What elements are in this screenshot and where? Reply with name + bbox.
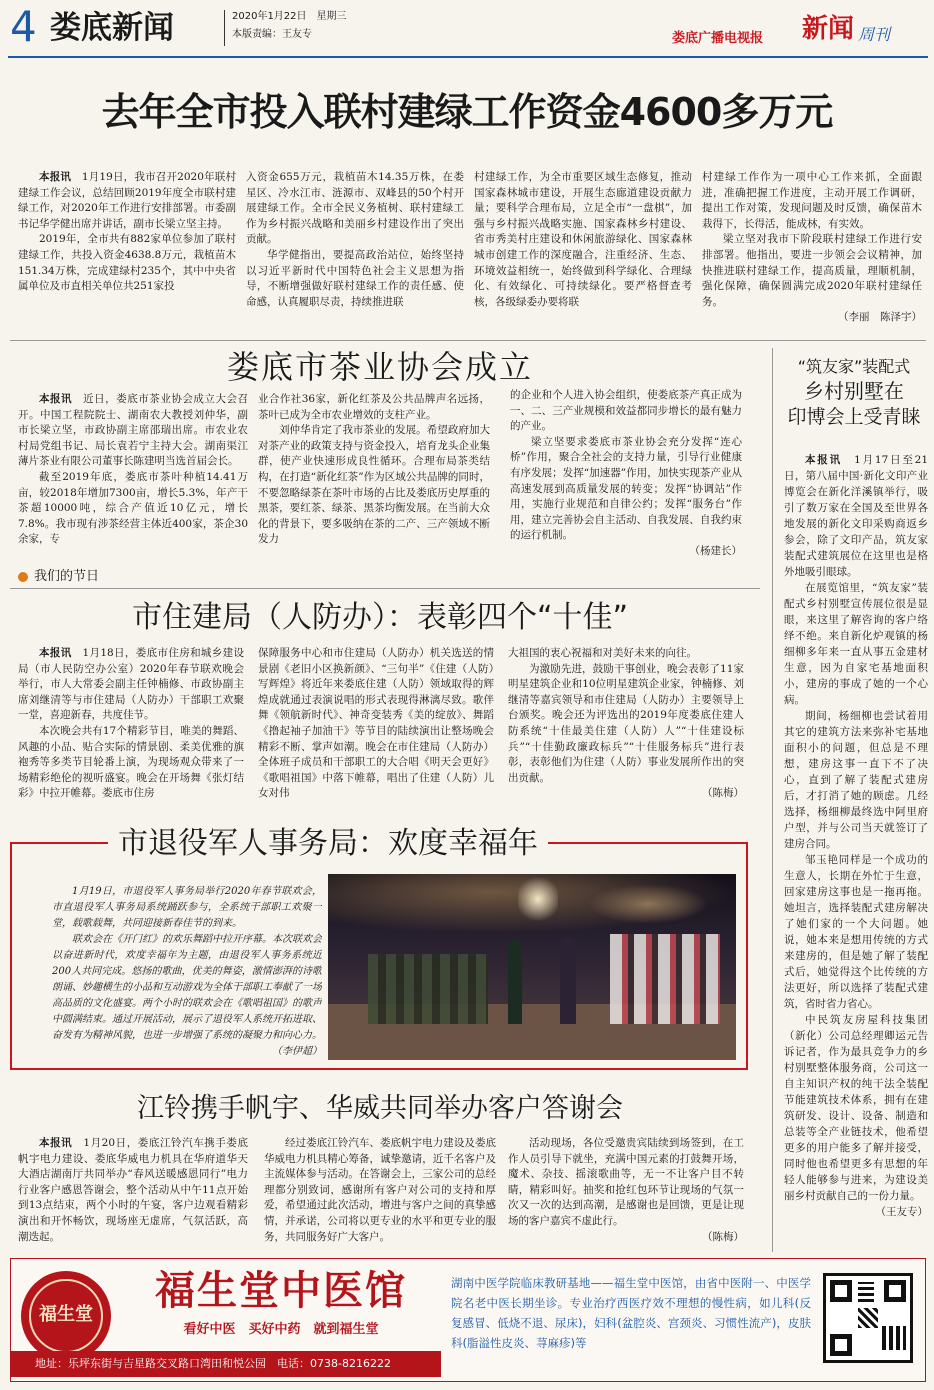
bullet-dot-icon bbox=[18, 572, 28, 582]
article4-signature: （李伊超） bbox=[272, 1046, 322, 1057]
page-editor: 本版责编：王友专 bbox=[232, 29, 312, 40]
article2-col1: 本报讯 近日，娄底市茶业协会成立大会召开。中国工程院院士、湖南农大教授刘仲华，副市长梁立坚，市政协副主席邵瑞出席。市农业农村局党组书记、局长袁若宁主持大会。湖南渠江薄片茶业有限公司董事长陈建明当选首届会长。 截至2019年底，娄底市茶叶种植14.41万亩，较2018年增加7300亩，增长5.3%，年产干茶超10000吨，综合产值近10亿元，增长7.8%。我市现有涉茶经营主体近400家，茶企30余家，专 bbox=[18, 393, 248, 546]
article3-headline: 市住建局（人防办）：表彰四个“十佳” bbox=[131, 600, 629, 635]
masthead-rule bbox=[8, 56, 928, 58]
sidebar-text: 本报讯 1月17日至21日，第八届中国·新化文印产业博览会在新化洋溪镇举行，吸引了数万家在全国及至世界各地发展的新化文印采购商返乡参会，除了文印产品，筑友家装配式建筑展位在这里也是格外地吸引眼球。 在展览馆里，“筑友家”装配式乡村别墅宣传展位很是显眼，来这里了解咨询的客户络绎不绝。来自新化炉观镇的杨细柳多年来一直从事五金建材生意，因为自家宅基地面积小，建房的事成了她的一个心病。 期间，杨细柳也尝试着用其它的建筑方法来弥补宅基地面积小的问题，但总是不理想，建房这事一直下不了决心，直到了解了装配式建房后，才打消了她的顾虑。几经选择，杨细柳最终选中阿里府户型，并与公司当天就签订了建房合同。 邹玉艳同样是一个成功的生意人，长期在外忙于生意，回家建房这事也是一拖再拖。她坦言，选择装配式建房解决了她们家的一个大问题。她说，她本来是想用传统的方式来建房的，但是她了解了装配式后，她觉得这个比传统的方法更好，所以选择了装配式建筑，省时省力省心。 中民筑友房屋科技集团（新化）公司总经理卿运元告诉记者，作为最具竞争力的乡村别墅整体服务商，公司这一自主知识产权的纯干法全装配节能建筑技术体系，拥有在建筑研发、设计、设备、制造和总装等全产业链技术，他希望更多的用户能多了解并接受，同时他也希望更多有思想的年轻人能够参与进来，为建设美丽乡村贡献自己的一份力量。 （王友专） bbox=[784, 454, 928, 1218]
advertisement bbox=[10, 1258, 926, 1382]
sidebar-headline: “筑友家”装配式 乡村别墅在 印博会上受青睐 bbox=[787, 357, 921, 428]
article3-col3: 大祖国的衷心祝福和对美好未来的向往。 为激励先进，鼓励干事创业，晚会表彰了11家明星建筑企业和10位明星建筑企业家，钟楠修、刘继清等嘉宾领导和市住建局（人防办）主要领导上台颁奖。晚会还为评选出的2019年度娄底住建人防系统“十佳最美住建（人防）人”“十佳建设标兵”“十佳勤政廉政标兵”“十佳服务标兵”进行表彰，表彰他们为住建（人防）事业发展所作出的突出贡献。 （陈梅） bbox=[508, 646, 744, 822]
article3-col2: 保障服务中心和市住建局（人防办）机关选送的情景剧《老旧小区换新颜》、“三句半”《住建（人防）写辉煌》将近年来娄底住建（人防）领域取得的辉煌成就通过表演说唱的形式表现得淋漓尽致。歌伴舞《领航新时代》、神奇变装秀《美的绽放》、舞蹈《撸起袖子加油干》等节目的陆续演出让整场晚会精彩不断、掌声如潮。晚会在市住建局（人防办）全体班子成员和干部职工的大合唱《明天会更好》《歌唱祖国》中落下帷幕，唱出了住建（人防）儿女对伟 bbox=[258, 647, 494, 800]
article5-signature: （陈梅） bbox=[702, 1230, 744, 1243]
publisher-name: 娄底广播电视报 bbox=[672, 31, 764, 46]
brand-weekly: 周刊 bbox=[858, 25, 891, 44]
article1-col4: 村建绿工作作为一项中心工作来抓，全面跟进，准确把握工作进度，主动开展工作调研，提出工作对策，发现问题及时反馈，确保苗木栽得下，长得活，能成林，有实效。 梁立坚对我市下阶段联村建绿工作进行安排部署。他指出，要进一步领会会议精神，加快推进联村建绿工作，提高质量，理顺机制，强化保障，确保圆满完成2020年联村建绿任务。 （李丽 陈泽宇） bbox=[702, 170, 922, 340]
article1-col2: 入资金655万元，栽植苗木14.35万株，在娄星区、冷水江市、涟源市、双峰县的50个村开展建绿工作。全市全民义务植树、联村建绿工作为乡村振兴战略和美丽乡村建设作出了突出贡献。 华学健指出，要提高政治站位，始终坚持以习近平新时代中国特色社会主义思想为指导，不断增强做好联村建绿工作的责任感、使命感，认真履职尽责，持续推进联 bbox=[246, 171, 464, 308]
article1-headline: 去年全市投入联村建绿工作资金4600多万元 bbox=[101, 90, 833, 134]
seal-logo: 福生堂 bbox=[21, 1271, 111, 1361]
article2-headline: 娄底市茶业协会成立 bbox=[226, 348, 533, 386]
article1-lead: 本报讯 bbox=[39, 171, 72, 183]
clinic-address: 地址：乐坪东街与吉星路交叉路口湾田和悦公园 电话：0738-8216222 bbox=[11, 1351, 441, 1377]
article1-col1: 本报讯 1月19日，我市召开2020年联村建绿工作会议，总结回顾2019年度全市联村建绿工作，对2020年工作进行安排部署。市委副书记华学健出席并讲话，副市长梁立坚主持。 2019年，全市共有882家单位参加了联村建绿工作，共投入资金4638.8万元，栽植苗木151.34万株，完成建绿村235个，其中中央省属单位及市直相关单位共251家投 bbox=[18, 171, 236, 293]
article4-headline: 市退役军人事务局：欢度幸福年 bbox=[108, 822, 548, 866]
article3-signature: （陈梅） bbox=[702, 787, 744, 800]
article1-col3: 村建绿工作，为全市重要区域生态修复，推动国家森林城市建设，开展生态廊道建设贡献力量；要科学合理布局，立足全市“一盘棋”，加强与乡村振兴战略实施、国家森林乡村建设、省市秀美村庄建设和休闲旅游绿化、国家森林城市创建工作的深度融合，注重经济、生态、环境效益相统一，始终做到科学绿化、合理绿化、有效绿化、可持续绿化。要严格督查考核，各级绿委办要将联 bbox=[474, 171, 692, 308]
article2-signature: （杨建长） bbox=[689, 544, 742, 557]
clinic-description: 湖南中医学院临床教研基地——福生堂中医馆，由省中医附一、中医学院名老中医长期坐诊。专业治疗西医疗效不理想的慢性病，如儿科(反复感冒、低烧不退、尿床)，妇科(盆腔炎、宫颈炎、习惯性流产)，皮肤科(脂溢性皮炎、荨麻疹)等 bbox=[451, 1276, 811, 1350]
article3-col1: 本报讯 1月18日，娄底市住房和城乡建设局（市人民防空办公室）2020年春节联欢晚会举行，市人大常委会副主任钟楠修、市政协副主席刘继清等与市住建局（人防办）干部职工欢聚一堂，喜迎新春，共度佳节。 本次晚会共有17个精彩节目，唯美的舞蹈、风趣的小品、贴合实际的情景剧、柔美优雅的旗袍秀等多类节目轮番上演，为现场观众带来了一场精彩绝伦的视听盛宴。晚会在开场舞《张灯结彩》中拉开帷幕。娄底市住房 bbox=[18, 647, 244, 800]
article2-col2: 业合作社36家，新化红茶及公共品牌声名远扬，茶叶已成为全市农业增效的支柱产业。 刘仲华肯定了我市茶业的发展。希望政府加大对茶产业的政策支持与资金投入，培育龙头企业集群，使产业快速形成良性循环。合理布局茶类结构，在打造“新化红茶”作为区域公共品牌的同时，不要忽略绿茶在茶叶市场的占比及娄底历史厚重的黑茶，要红茶、绿茶、黑茶均衡发展。在当前大众化的背景下，要多吸纳在茶的二产、三产领域不断发力 bbox=[258, 393, 490, 546]
article5-headline: 江铃携手帆宇、华威共同举办客户答谢会 bbox=[137, 1093, 623, 1124]
article5-col1: 本报讯 1月20日，娄底江铃汽车携手娄底帆宇电力建设、娄底华威电力机具在华府道华天大酒店湖南厅共同举办“春风送暖感恩同行”电力行业客户感恩答谢会，整个活动从中午11点开始到13点结束，两个小时的午宴，客户边观看精彩演出和开怀畅饮，现场座无虚席，气氛活跃，高潮迭起。 bbox=[18, 1137, 248, 1243]
page-number: 4 bbox=[10, 2, 37, 51]
stage-photo bbox=[328, 874, 736, 1060]
article2-col3: 的企业和个人进入协会组织，使娄底茶产真正成为一、二、三产业规模和效益都同步增长的最有魅力的产业。 梁立坚要求娄底市茶业协会充分发挥“连心桥”作用，聚合全社会的支持力量，引导行业健康有序发展；发挥“加速器”作用，加快实现茶产业从高速发展到高质量发展的转变；发挥“协调站”作用，实施行业规范和自律公约；发挥“服务台”作用，建立完善协会自主活动、自我发展、自我约束的运行机制。 （杨建长） bbox=[510, 388, 742, 558]
masthead bbox=[0, 0, 934, 62]
article4-text: 1月19日，市退役军人事务局举行2020年春节联欢会，市直退役军人事务局系统踊跃参与，全系统干部职工欢聚一堂，载歌载舞，共同迎接新春佳节的到来。 联欢会在《开门红》的欢乐舞蹈中拉开序幕。本次联欢会以奋进新时代，欢度幸福年为主题，由退役军人事务系统近200人共同完成。悠扬的歌曲，优美的舞姿，激情澎湃的诗歌朗诵、妙趣横生的小品和互动游戏为全体干部职工奉献了一场高品质的文化盛宴。两个小时的联欢会在《歌唱祖国》的歌声中圆满结束。通过开展活动，展示了退役军人系统开拓进取、奋发有为精神风貌，也进一步增强了系统的凝聚力和向心力。 （李伊超） bbox=[52, 884, 322, 1060]
article5-col3: 活动现场，各位受邀贵宾陆续到场签到，在工作人员引导下就坐，充满中国元素的打鼓舞开场，魔术、杂技、摇滚歌曲等，无一不让客户目不转睛，精彩叫好。抽奖和抢红包环节让现场的气氛一次又一次的达到高潮，是感谢也是回馈，更是让现场的客户嘉宾不虚此行。 （陈梅） bbox=[508, 1136, 744, 1248]
clinic-name: 福生堂中医馆 bbox=[155, 1267, 407, 1314]
issue-date: 2020年1月22日 星期三 bbox=[232, 11, 347, 22]
qr-code-icon bbox=[823, 1273, 913, 1363]
brand-news: 新闻 bbox=[802, 14, 855, 44]
sidebar-signature: （王友专） bbox=[875, 1206, 928, 1218]
section-title: 娄底新闻 bbox=[50, 10, 174, 46]
article5-col2: 经过娄底江铃汽车、娄底帆宇电力建设及娄底华威电力机具精心筹备，诚挚邀请，近千名客户及主流媒体参与活动。在答谢会上，三家公司的总经理都分别致词，感谢所有客户对公司的支持和厚爱，希望通过此次活动，增进与客户之间的真挚感情，并承诺，公司将以更专业的水平和更专业的服务，共同服务好广大客户。 bbox=[264, 1137, 496, 1243]
article1-signature: （李丽 陈泽宇） bbox=[838, 311, 922, 324]
clinic-slogan: 看好中医 买好中药 就到福生堂 bbox=[183, 1322, 379, 1337]
